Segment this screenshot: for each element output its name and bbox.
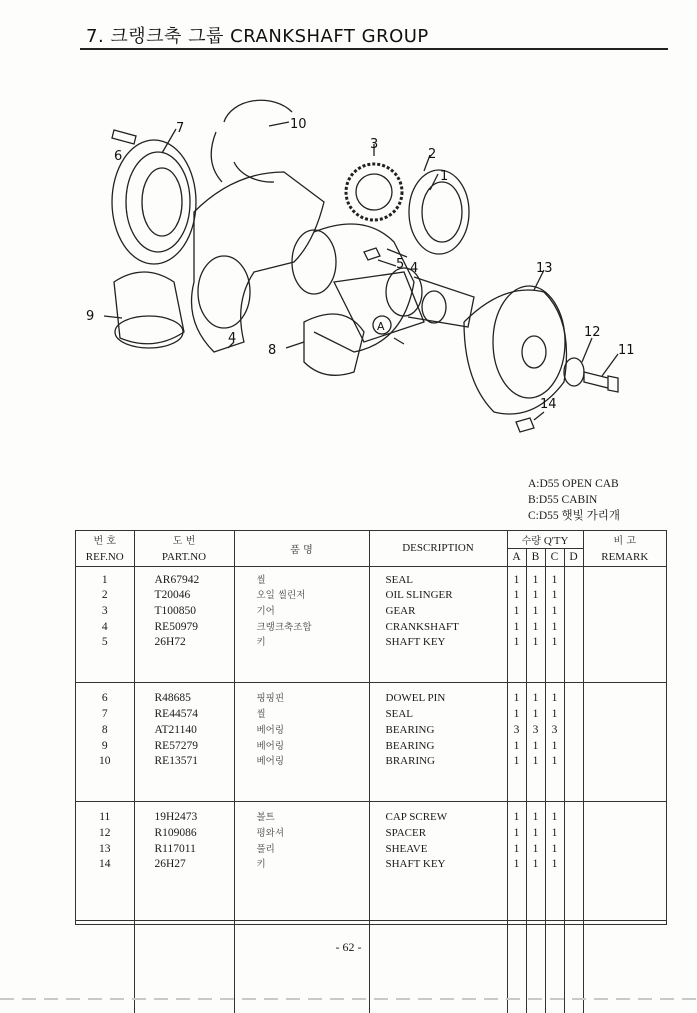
callout-2: 2 xyxy=(428,147,437,162)
description: OIL SLINGER xyxy=(369,588,507,604)
qty-c: 1 xyxy=(545,604,564,620)
header-description: DESCRIPTION xyxy=(369,531,507,566)
seal-7-drawing xyxy=(112,140,196,264)
ref-no: 6 xyxy=(101,692,108,705)
callout-11: 11 xyxy=(618,343,635,358)
table-row xyxy=(76,739,666,755)
description: DOWEL PIN xyxy=(369,691,507,707)
header-qty-c: C xyxy=(545,548,564,566)
remark xyxy=(583,573,666,589)
ref-no: 7 xyxy=(101,708,108,721)
header-name-ko: 품 명 xyxy=(234,531,369,566)
qty-a: 1 xyxy=(507,739,526,755)
crankshaft-exploded-diagram xyxy=(84,92,644,452)
part-no: 26H27 xyxy=(134,857,234,873)
description: SHAFT KEY xyxy=(369,635,507,651)
scan-edge xyxy=(0,998,697,1000)
qty-a: 1 xyxy=(507,810,526,826)
ref-no: 10 xyxy=(99,755,111,768)
remark xyxy=(583,707,666,723)
remark xyxy=(583,604,666,620)
qty-c: 1 xyxy=(545,857,564,873)
part-name-ko: 핑핑핀 xyxy=(234,691,369,707)
qty-b: 1 xyxy=(526,857,545,873)
ref-no: 5 xyxy=(101,636,108,649)
description: CRANKSHAFT xyxy=(369,620,507,636)
description: BRARING xyxy=(369,754,507,770)
remark xyxy=(583,857,666,873)
spacer-12-drawing xyxy=(564,358,584,386)
qty-b: 1 xyxy=(526,620,545,636)
part-name-ko: 씰 xyxy=(234,707,369,723)
qty-c: 1 xyxy=(545,635,564,651)
qty-c: 1 xyxy=(545,573,564,589)
qty-d xyxy=(564,588,583,604)
qty-a: 1 xyxy=(507,707,526,723)
qty-a: 1 xyxy=(507,635,526,651)
description: GEAR xyxy=(369,604,507,620)
header-qty-b: B xyxy=(526,548,545,566)
callout-1: 1 xyxy=(440,169,449,184)
remark xyxy=(583,620,666,636)
qty-a: 1 xyxy=(507,826,526,842)
qty-b: 1 xyxy=(526,826,545,842)
dowel-pin-6-drawing xyxy=(112,130,136,144)
qty-c: 1 xyxy=(545,739,564,755)
gear-3-drawing xyxy=(346,164,402,220)
qty-b: 1 xyxy=(526,754,545,770)
qty-b: 1 xyxy=(526,739,545,755)
part-no: RE44574 xyxy=(134,707,234,723)
remark xyxy=(583,842,666,858)
ref-no: 11 xyxy=(99,811,111,824)
title-underline xyxy=(80,48,668,50)
part-name-ko: 키 xyxy=(234,857,369,873)
qty-b: 1 xyxy=(526,604,545,620)
qty-d xyxy=(564,826,583,842)
description: BEARING xyxy=(369,739,507,755)
qty-a: 1 xyxy=(507,573,526,589)
page-number: - 62 - xyxy=(335,940,362,954)
description: SHAFT KEY xyxy=(369,857,507,873)
qty-a: 3 xyxy=(507,723,526,739)
qty-c: 1 xyxy=(545,620,564,636)
part-name-ko: 기어 xyxy=(234,604,369,620)
part-name-ko: 볼트 xyxy=(234,810,369,826)
table-row xyxy=(76,691,666,707)
header-qty-a: A xyxy=(507,548,526,566)
part-no: 26H72 xyxy=(134,635,234,651)
remark xyxy=(583,754,666,770)
part-name-ko: 크랭크축조합 xyxy=(234,620,369,636)
qty-b: 3 xyxy=(526,723,545,739)
page-title: 7. 크랭크축 그룹 CRANKSHAFT GROUP xyxy=(86,26,429,47)
qty-d xyxy=(564,604,583,620)
qty-d xyxy=(564,620,583,636)
part-name-ko: 베어링 xyxy=(234,723,369,739)
part-no: RE57279 xyxy=(134,739,234,755)
callout-8: 8 xyxy=(268,343,277,358)
qty-a: 1 xyxy=(507,604,526,620)
qty-b: 1 xyxy=(526,707,545,723)
part-name-ko: 키 xyxy=(234,635,369,651)
callout-13: 13 xyxy=(536,261,553,276)
ref-no: 2 xyxy=(101,589,108,602)
remark xyxy=(583,826,666,842)
qty-c: 1 xyxy=(545,842,564,858)
qty-c: 3 xyxy=(545,723,564,739)
qty-a: 1 xyxy=(507,754,526,770)
callout-9: 9 xyxy=(86,309,95,324)
table-row xyxy=(76,857,666,873)
qty-d xyxy=(564,754,583,770)
part-name-ko: 오일 씰린저 xyxy=(234,588,369,604)
qty-a: 1 xyxy=(507,691,526,707)
header-remark-ko: 비 고 xyxy=(583,531,666,548)
part-name-ko: 풀리 xyxy=(234,842,369,858)
qty-d xyxy=(564,635,583,651)
description: CAP SCREW xyxy=(369,810,507,826)
legend-line-a: A:D55 OPEN CAB xyxy=(528,478,619,490)
shaft-key-5-drawing xyxy=(364,248,380,260)
qty-b: 1 xyxy=(526,842,545,858)
qty-b: 1 xyxy=(526,810,545,826)
table-row xyxy=(76,707,666,723)
description: SEAL xyxy=(369,573,507,589)
qty-d xyxy=(564,810,583,826)
qty-a: 1 xyxy=(507,620,526,636)
qty-b: 1 xyxy=(526,573,545,589)
ref-no: 12 xyxy=(99,826,111,839)
table-row xyxy=(76,604,666,620)
remark xyxy=(583,739,666,755)
ref-no: 14 xyxy=(99,858,111,871)
callout-7: 7 xyxy=(176,121,185,136)
description: SEAL xyxy=(369,707,507,723)
header-part-ko: 도 번 xyxy=(134,531,234,548)
table-row xyxy=(76,635,666,651)
ref-no: 3 xyxy=(101,604,108,617)
table-row xyxy=(76,810,666,826)
ref-no: 13 xyxy=(99,842,111,855)
qty-a: 1 xyxy=(507,588,526,604)
qty-b: 1 xyxy=(526,635,545,651)
callout-14: 14 xyxy=(540,397,557,412)
model-legend xyxy=(528,476,620,524)
callout-3: 3 xyxy=(370,137,379,152)
qty-d xyxy=(564,573,583,589)
header-qty: 수량 Q'TY xyxy=(507,531,583,548)
legend-line-c: C:D55 햇빛 가리개 xyxy=(528,510,620,522)
parts-table xyxy=(75,530,667,925)
qty-c: 1 xyxy=(545,810,564,826)
qty-c: 1 xyxy=(545,826,564,842)
qty-d xyxy=(564,707,583,723)
callout-4b: 4 xyxy=(228,331,237,346)
qty-c: 1 xyxy=(545,754,564,770)
table-row xyxy=(76,723,666,739)
header-partno: PART.NO xyxy=(134,548,234,566)
header-no-ko: 번 호 xyxy=(93,536,116,547)
ref-no: 8 xyxy=(101,723,108,736)
part-name-ko: 베어링 xyxy=(234,754,369,770)
table-row xyxy=(76,826,666,842)
callout-5: 5 xyxy=(396,257,405,272)
part-no: T20046 xyxy=(134,588,234,604)
bearing-9-drawing xyxy=(114,272,184,344)
sheave-13-drawing xyxy=(464,290,567,414)
remark xyxy=(583,723,666,739)
part-no: R117011 xyxy=(134,842,234,858)
qty-d xyxy=(564,739,583,755)
table-row xyxy=(76,573,666,589)
ref-no: 1 xyxy=(101,573,108,586)
remark xyxy=(583,635,666,651)
qty-c: 1 xyxy=(545,588,564,604)
callout-12: 12 xyxy=(584,325,601,340)
remark xyxy=(583,691,666,707)
table-row xyxy=(76,842,666,858)
bearing-10-drawing xyxy=(211,100,292,182)
table-row xyxy=(76,588,666,604)
qty-b: 1 xyxy=(526,588,545,604)
remark xyxy=(583,588,666,604)
qty-d xyxy=(564,723,583,739)
description: SPACER xyxy=(369,826,507,842)
shaft-key-14-drawing xyxy=(516,418,534,432)
callout-6: 6 xyxy=(114,149,123,164)
part-no: RE13571 xyxy=(134,754,234,770)
qty-d xyxy=(564,691,583,707)
table-row xyxy=(76,754,666,770)
header-remark: REMARK xyxy=(583,548,666,566)
qty-b: 1 xyxy=(526,691,545,707)
callout-4: 4 xyxy=(410,261,419,276)
part-no: 19H2473 xyxy=(134,810,234,826)
part-no: AR67942 xyxy=(134,573,234,589)
legend-line-b: B:D55 CABIN xyxy=(528,494,598,506)
part-name-ko: 씰 xyxy=(234,573,369,589)
circle-label-a: A xyxy=(377,320,385,333)
part-no: AT21140 xyxy=(134,723,234,739)
qty-c: 1 xyxy=(545,691,564,707)
ref-no: 9 xyxy=(101,739,108,752)
header-qty-d: D xyxy=(564,548,583,566)
cap-screw-11-drawing xyxy=(584,372,618,392)
part-name-ko: 베어링 xyxy=(234,739,369,755)
part-no: RE50979 xyxy=(134,620,234,636)
table-row xyxy=(76,620,666,636)
header-refno: REF.NO xyxy=(76,548,134,566)
description: BEARING xyxy=(369,723,507,739)
part-no: R48685 xyxy=(134,691,234,707)
qty-d xyxy=(564,857,583,873)
qty-a: 1 xyxy=(507,842,526,858)
qty-c: 1 xyxy=(545,707,564,723)
qty-d xyxy=(564,842,583,858)
qty-a: 1 xyxy=(507,857,526,873)
part-name-ko: 평와셔 xyxy=(234,826,369,842)
description: SHEAVE xyxy=(369,842,507,858)
callout-10: 10 xyxy=(290,117,307,132)
remark xyxy=(583,810,666,826)
ref-no: 4 xyxy=(101,620,108,633)
part-no: R109086 xyxy=(134,826,234,842)
part-no: T100850 xyxy=(134,604,234,620)
